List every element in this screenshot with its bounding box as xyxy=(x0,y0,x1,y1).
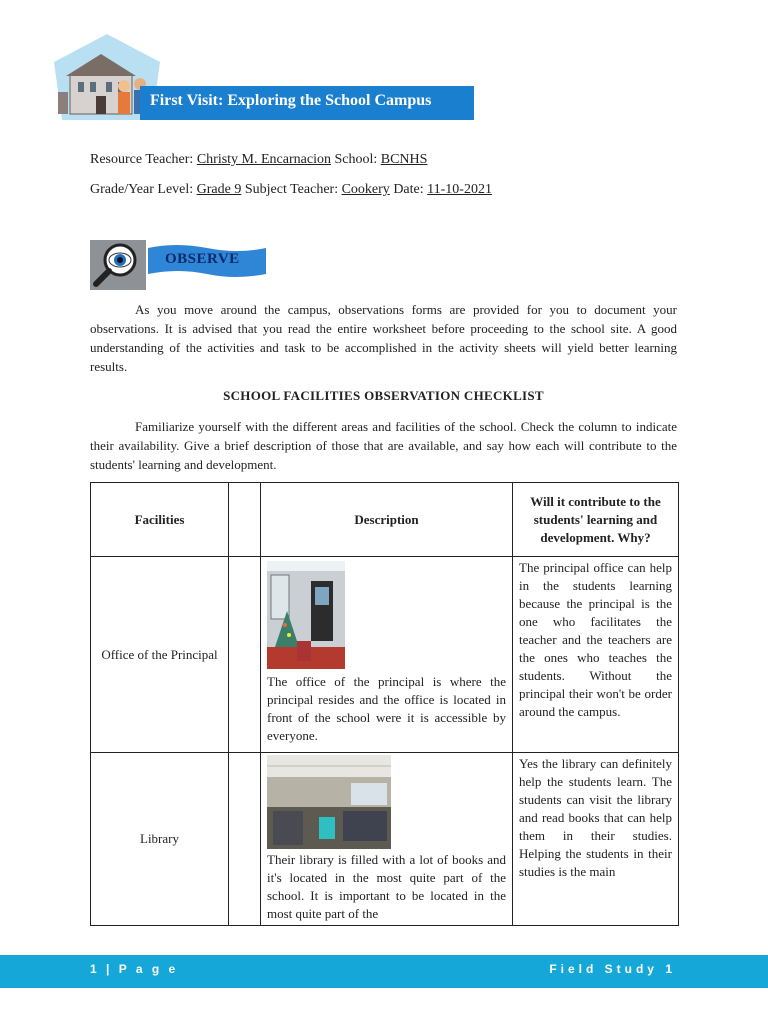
grade-value: Grade 9 xyxy=(196,182,242,197)
library-photo xyxy=(267,755,391,849)
resource-teacher-value: Christy M. Encarnacion xyxy=(196,152,331,167)
description-text: Their library is filled with a lot of books and it's located in the most quite part of the school. It is important to be located in the most quite part of the xyxy=(267,852,506,921)
observe-paragraph-text: As you move around the campus, observations forms are provided for you to document your observations. It is advised that you read the entire worksheet before proceeding to the school site. A good understanding of the activities and task to be accomplished in the activity sheets will yield better learning results. xyxy=(90,302,677,374)
availability-check-cell[interactable] xyxy=(229,557,261,753)
description-cell xyxy=(261,753,513,926)
table-row xyxy=(91,557,679,753)
school-label: School: xyxy=(330,152,381,167)
facility-name: Library xyxy=(91,753,229,926)
header-title-banner xyxy=(140,86,474,120)
header-check xyxy=(229,483,261,557)
school-value: BCNHS xyxy=(380,152,428,167)
checklist-title: SCHOOL FACILITIES OBSERVATION CHECKLIST xyxy=(223,388,544,403)
header-contribute: Will it contribute to the students' learning and development. Why? xyxy=(513,483,679,557)
checklist-instructions-text: Familiarize yourself with the different areas and facilities of the school. Check the column to indicate their availability. Give a brief description of those that are available, and say how each will contribute to the students' learning and development. xyxy=(90,419,677,472)
availability-check-cell[interactable] xyxy=(229,753,261,926)
header-description: Description xyxy=(261,483,513,557)
observe-label: OBSERVE xyxy=(165,251,240,267)
principal-office-photo xyxy=(267,561,345,669)
subject-teacher-value: Cookery xyxy=(341,182,390,197)
contribution-text: Yes the library can definitely help the students learn. The students can visit the library and read books that can help them in their studies. Helping the students in their studies is the main xyxy=(519,756,672,879)
subject-teacher-label: Subject Teacher: xyxy=(241,182,342,197)
grade-label: Grade/Year Level: xyxy=(90,182,197,197)
magnifier-eye-icon xyxy=(90,240,146,290)
description-text: The office of the principal is where the principal resides and the office is located in front of the school were it is accessible by everyone. xyxy=(267,674,506,743)
date-value: 11-10-2021 xyxy=(427,182,492,197)
contribution-cell xyxy=(513,557,679,753)
resource-teacher-label: Resource Teacher: xyxy=(90,152,197,167)
table-header-row xyxy=(91,483,679,557)
description-cell xyxy=(261,557,513,753)
observe-paragraph xyxy=(90,300,677,376)
table-row xyxy=(91,753,679,926)
grade-line xyxy=(90,182,492,198)
header-facilities: Facilities xyxy=(91,483,229,557)
page-number: 1 | P a g e xyxy=(90,962,179,976)
contribution-cell xyxy=(513,753,679,926)
resource-teacher-line xyxy=(90,152,427,168)
footer-course-title: Field Study 1 xyxy=(549,962,676,976)
checklist-instructions xyxy=(90,417,677,474)
page-title: First Visit: Exploring the School Campus xyxy=(150,92,432,109)
contribution-text: The principal office can help in the students learning because the principal is the one who facilitates the teacher and the teachers are the ones who teaches the students. Without the principal their won't be order around the campus. xyxy=(519,560,672,719)
facility-name: Office of the Principal xyxy=(91,557,229,753)
date-label: Date: xyxy=(389,182,428,197)
facilities-table xyxy=(90,482,678,926)
